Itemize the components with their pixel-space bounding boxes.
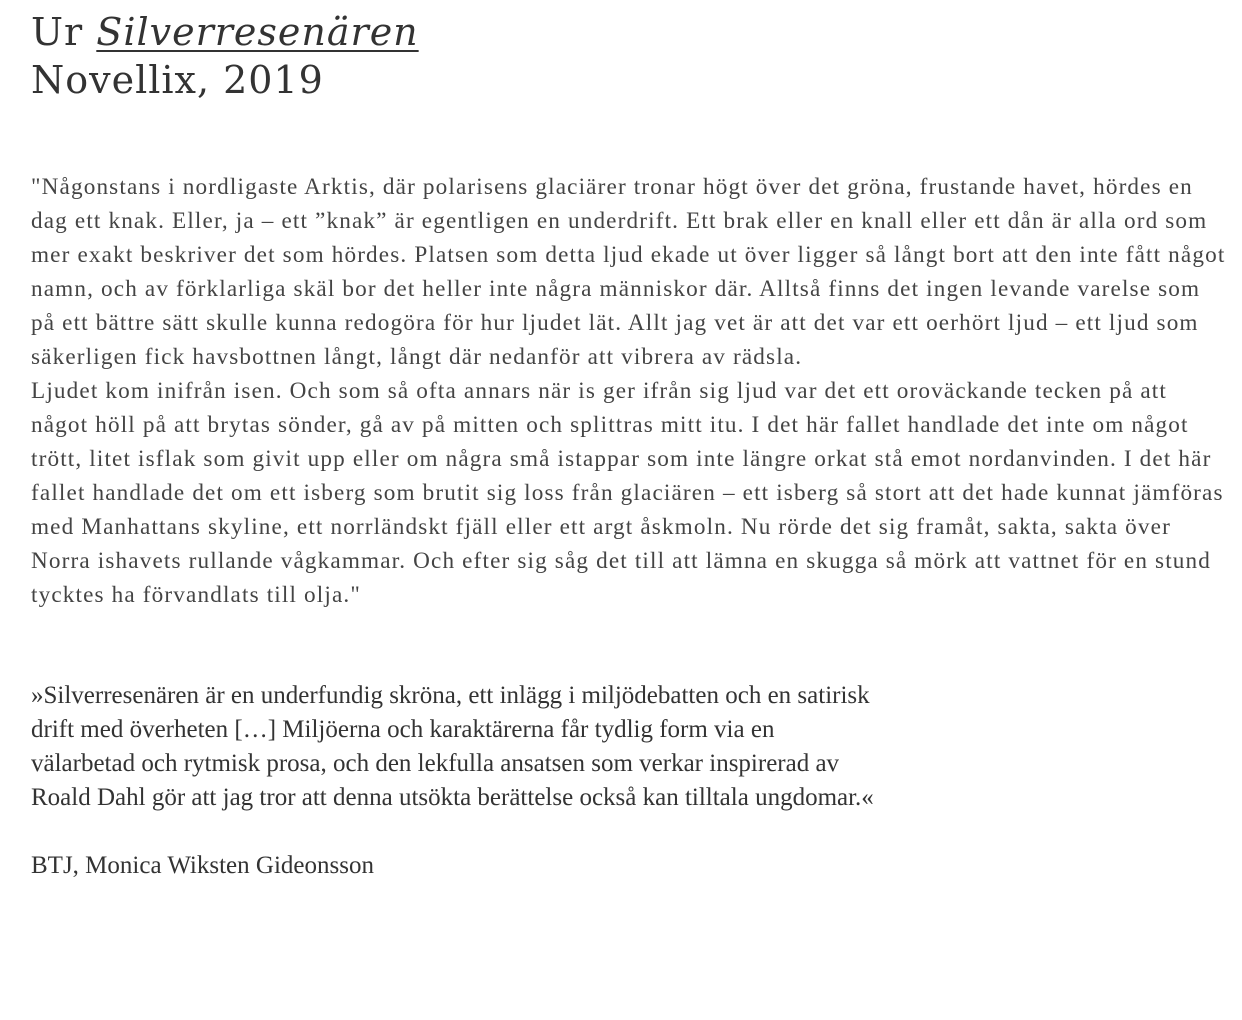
heading-prefix: Ur xyxy=(31,10,84,54)
book-heading xyxy=(31,8,1226,104)
excerpt-paragraph: Ljudet kom inifrån isen. Och som så ofta annars när is ger ifrån sig ljud var det ett oroväckande tecken på att något höll på att brytas sönder, gå av på mitten och splittras mitt itu. I det här fallet handlade det inte om något trött, litet isflak som givit upp eller om några små istappar som inte längre orkat stå emot nordanvinden. I det här fallet handlade det om ett isberg som brutit sig loss från glaciären – ett isberg så stort att det hade kunnat jämföras med Manhattans skyline, ett norrländskt fjäll eller ett argt åskmoln. Nu rörde det sig framåt, sakta, sakta över Norra ishavets rullande vågkammar. Och efter sig såg det till att lämna en skugga så mörk att vattnet för en stund tycktes ha förvandlats till olja." xyxy=(31,378,1224,608)
book-title-link[interactable]: Silverresenären xyxy=(96,10,419,54)
review-quote: »Silverresenären är en underfundig skröna, ett inlägg i miljödebatten och en satirisk drift med överheten […] Miljöerna och karaktärerna får tydlig form via en välarbetad och rytmisk prosa, och den lekfulla ansatsen som verkar inspirerad av Roald Dahl gör att jag tror att denna utsökta berättelse också kan tilltala ungdomar.« xyxy=(31,682,874,811)
page-content xyxy=(31,0,1226,883)
heading-title-line xyxy=(31,8,1226,56)
excerpt-paragraph: "Någonstans i nordligaste Arktis, där polarisens glaciärer tronar högt över det gröna, frustande havet, hördes en dag ett knak. Eller, ja – ett ”knak” är egentligen en underdrift. Ett brak eller en knall eller ett dån är alla ord som mer exakt beskriver det som hördes. Platsen som detta ljud ekade ut över ligger så långt bort att den inte fått något namn, och av förklarliga skäl bor det heller inte några människor där. Alltså finns det ingen levande varelse som på ett bättre sätt skulle kunna redogöra för hur ljudet lät. Allt jag vet är att det var ett oerhört ljud – ett ljud som säkerligen fick havsbottnen långt, långt där nedanför att vibrera av rädsla. xyxy=(31,174,1226,370)
book-excerpt xyxy=(31,170,1226,612)
review-block xyxy=(31,679,881,883)
review-attribution: BTJ, Monica Wiksten Gideonsson xyxy=(31,852,374,879)
publisher-line: Novellix, 2019 xyxy=(31,58,324,102)
